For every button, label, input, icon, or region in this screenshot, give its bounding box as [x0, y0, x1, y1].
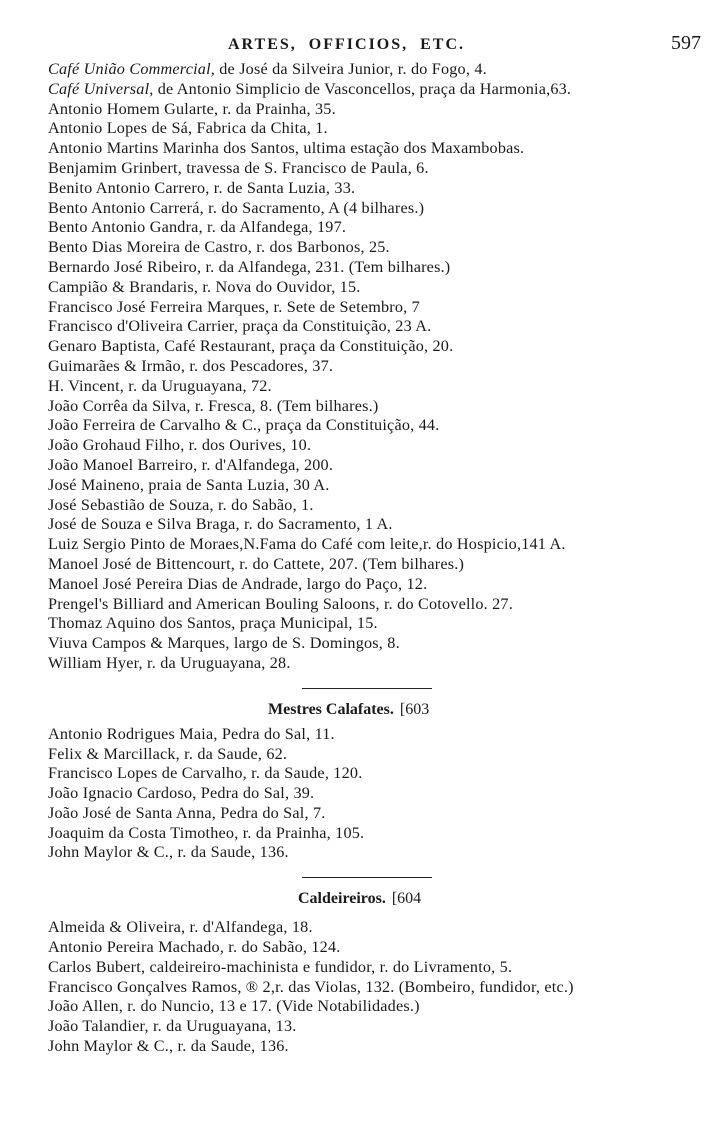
listing-entry	[48, 535, 705, 555]
entry-text: Francisco José Ferreira Marques, r. Sete de Setembro, 7	[48, 297, 420, 316]
listing-entry	[48, 515, 705, 535]
section-title-text: Caldeireiros.	[298, 890, 386, 908]
entry-text: William Hyer, r. da Uruguayana, 28.	[48, 653, 291, 672]
listing-entry	[48, 159, 705, 179]
listing-entry	[48, 179, 705, 199]
page-header	[48, 30, 705, 60]
entry-text: Campião & Brandaris, r. Nova do Ouvidor, 15.	[48, 277, 361, 296]
entry-text: Bernardo José Ribeiro, r. da Alfandega, 231. (Tem bilhares.)	[48, 257, 451, 276]
listing-entry	[48, 784, 705, 804]
listing-entry	[48, 824, 705, 844]
cafe-listing-section	[48, 60, 705, 674]
section-number: [603	[399, 700, 430, 718]
entry-text: Antonio Martins Marinha dos Santos, ultima estação dos Maxambobas.	[48, 139, 525, 158]
listing-entry	[48, 218, 705, 238]
listing-entry	[48, 997, 705, 1017]
listing-entry	[48, 555, 705, 575]
listing-entry	[48, 634, 705, 654]
entry-text: John Maylor & C., r. da Saude, 136.	[48, 1037, 289, 1056]
entry-text: Prengel's Billiard and American Bouling Saloons, r. do Cotovello. 27.	[48, 594, 513, 613]
listing-entry	[48, 238, 705, 258]
entry-text: João José de Santa Anna, Pedra do Sal, 7.	[48, 803, 326, 822]
entry-text: José de Souza e Silva Braga, r. do Sacramento, 1 A.	[48, 515, 393, 534]
entry-text: de Antonio Simplicio de Vasconcellos, praça da Harmonia,63.	[153, 79, 572, 98]
entry-text: João Grohaud Filho, r. dos Ourives, 10.	[48, 436, 312, 455]
entry-text: João Ignacio Cardoso, Pedra do Sal, 39.	[48, 784, 315, 803]
section-number: [604	[391, 890, 422, 908]
entry-text: Benjamim Grinbert, travessa de S. Francisco de Paula, 6.	[48, 158, 429, 177]
listing-entry	[48, 298, 705, 318]
entry-text: João Ferreira de Carvalho & C., praça da Constituição, 44.	[48, 416, 440, 435]
listing-entry	[48, 1037, 705, 1057]
listing-entry	[48, 804, 705, 824]
section-title-mestres-calafates	[268, 699, 705, 721]
entry-text: Viuva Campos & Marques, largo de S. Domingos, 8.	[48, 634, 400, 653]
entry-text: Guimarães & Irmão, r. dos Pescadores, 37.	[48, 356, 334, 375]
entry-text: Manoel José Pereira Dias de Andrade, largo do Paço, 12.	[48, 574, 428, 593]
listing-entry	[48, 978, 705, 998]
listing-entry	[48, 938, 705, 958]
entry-text: Francisco Gonçalves Ramos, ® 2,r. das Violas, 132. (Bombeiro, fundidor, etc.)	[48, 977, 574, 996]
listing-entry	[48, 278, 705, 298]
entry-text: Felix & Marcillack, r. da Saude, 62.	[48, 744, 288, 763]
listing-entry	[48, 337, 705, 357]
listing-entry	[48, 456, 705, 476]
entry-text: João Corrêa da Silva, r. Fresca, 8. (Tem bilhares.)	[48, 396, 379, 415]
caldeireiros-section	[48, 918, 705, 1057]
entry-text: Antonio Lopes de Sá, Fabrica da Chita, 1.	[48, 119, 328, 138]
listing-entry	[48, 614, 705, 634]
listing-entry	[48, 1017, 705, 1037]
listing-entry	[48, 436, 705, 456]
listing-entry	[48, 958, 705, 978]
entry-text: H. Vincent, r. da Uruguayana, 72.	[48, 376, 272, 395]
page-number: 597	[671, 32, 701, 54]
listing-entry	[48, 199, 705, 219]
listing-entry	[48, 377, 705, 397]
listing-entry	[48, 100, 705, 120]
listing-entry	[48, 918, 705, 938]
listing-entry	[48, 725, 705, 745]
listing-entry	[48, 654, 705, 674]
listing-entry	[48, 476, 705, 496]
entry-text: Bento Dias Moreira de Castro, r. dos Barbonos, 25.	[48, 238, 390, 257]
listing-entry	[48, 119, 705, 139]
listing-entry	[48, 139, 705, 159]
entry-text: Antonio Rodrigues Maia, Pedra do Sal, 11.	[48, 724, 335, 743]
entry-text: Manoel José de Bittencourt, r. do Cattete, 207. (Tem bilhares.)	[48, 554, 465, 573]
listing-entry	[48, 496, 705, 516]
listing-entry	[48, 764, 705, 784]
entry-text: Carlos Bubert, caldeireiro-machinista e fundidor, r. do Livramento, 5.	[48, 957, 513, 976]
mestres-calafates-section	[48, 725, 705, 864]
entry-text: João Allen, r. do Nuncio, 13 e 17. (Vide Notabilidades.)	[48, 997, 420, 1016]
listing-entry	[48, 843, 705, 863]
listing-entry	[48, 745, 705, 765]
section-divider	[302, 877, 432, 878]
business-name: Café Universal,	[48, 79, 154, 98]
listing-entry	[48, 357, 705, 377]
entry-text: Benito Antonio Carrero, r. de Santa Luzia, 33.	[48, 178, 356, 197]
listing-entry	[48, 80, 705, 100]
entry-text: Bento Antonio Carrerá, r. do Sacramento, A (4 bilhares.)	[48, 198, 425, 217]
section-title-caldeireiros	[298, 888, 705, 910]
entry-text: Almeida & Oliveira, r. d'Alfandega, 18.	[48, 918, 313, 937]
entry-text: Antonio Pereira Machado, r. do Sabão, 124.	[48, 938, 341, 957]
business-name: Café União Commercial,	[48, 60, 216, 78]
entry-text: Francisco Lopes de Carvalho, r. da Saude, 120.	[48, 764, 363, 783]
listing-entry	[48, 595, 705, 615]
entry-text: Antonio Homem Gularte, r. da Prainha, 35.	[48, 99, 336, 118]
entry-text: Bento Antonio Gandra, r. da Alfandega, 197.	[48, 218, 347, 237]
entry-text: Luiz Sergio Pinto de Moraes,N.Fama do Café com leite,r. do Hospicio,141 A.	[48, 535, 566, 554]
entry-text: Joaquim da Costa Timotheo, r. da Prainha, 105.	[48, 823, 365, 842]
listing-entry	[48, 258, 705, 278]
entry-text: Thomaz Aquino dos Santos, praça Municipal, 15.	[48, 614, 378, 633]
entry-text: José Sebastião de Souza, r. do Sabão, 1.	[48, 495, 314, 514]
entry-text: José Maineno, praia de Santa Luzia, 30 A.	[48, 475, 330, 494]
running-title: ARTES, OFFICIOS, ETC.	[228, 36, 466, 53]
listing-entry	[48, 575, 705, 595]
listing-entry	[48, 317, 705, 337]
entry-text: Francisco d'Oliveira Carrier, praça da Constituição, 23 A.	[48, 317, 432, 336]
section-divider	[302, 688, 432, 689]
listing-entry	[48, 60, 705, 80]
entry-text: John Maylor & C., r. da Saude, 136.	[48, 843, 289, 862]
section-title-text: Mestres Calafates.	[268, 700, 394, 718]
entry-text: João Manoel Barreiro, r. d'Alfandega, 200.	[48, 455, 334, 474]
entry-text: João Talandier, r. da Uruguayana, 13.	[48, 1017, 297, 1036]
entry-text: Genaro Baptista, Café Restaurant, praça da Constituição, 20.	[48, 337, 454, 356]
listing-entry	[48, 416, 705, 436]
entry-text: de José da Silveira Junior, r. do Fogo, 4.	[215, 60, 487, 78]
listing-entry	[48, 397, 705, 417]
